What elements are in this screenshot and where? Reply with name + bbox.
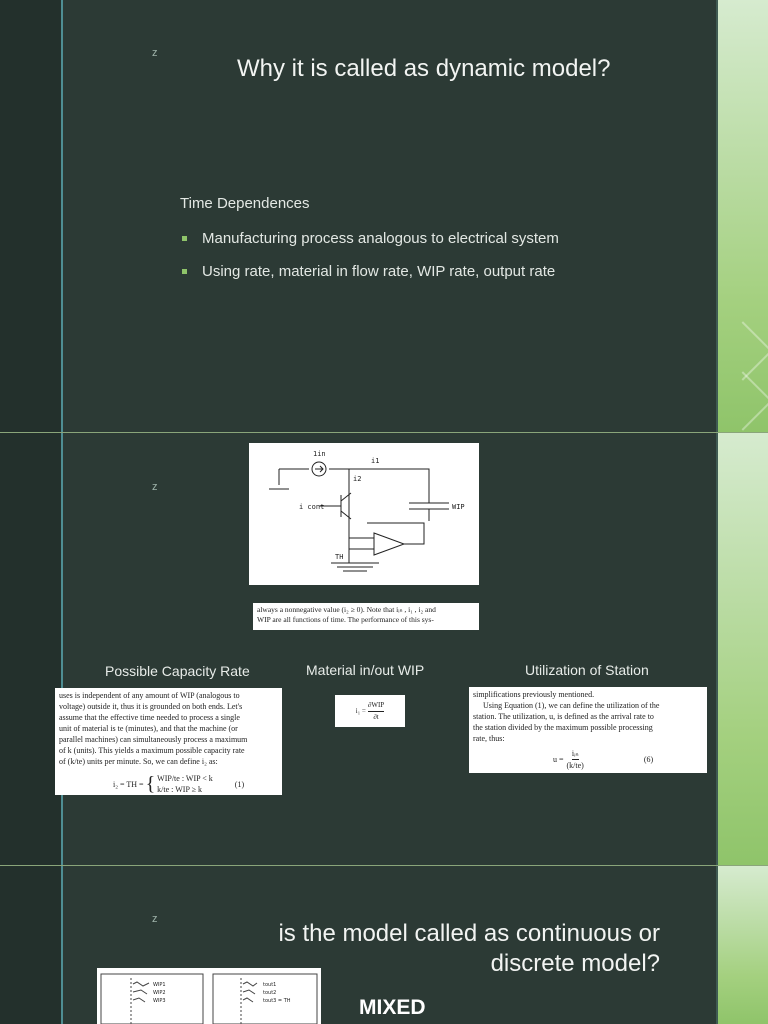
accent-line — [61, 0, 63, 432]
circuit-label: WIP — [452, 503, 465, 511]
z-mark: z — [152, 481, 158, 493]
circuit-label: 1in — [313, 450, 326, 458]
title-line: discrete model? — [490, 950, 660, 977]
chevron-decoration-icon — [713, 371, 768, 430]
paper-excerpt — [253, 603, 479, 630]
equation-number: (6) — [643, 755, 654, 764]
circuit-label: i2 — [353, 475, 362, 483]
equation-lhs: u = — [553, 755, 564, 764]
equation-case: WIP/te : WIP < k — [157, 774, 213, 783]
equation-lhs: i₂ = TH = — [113, 779, 144, 789]
material-equation — [335, 695, 405, 727]
fraction-numerator: ∂WIP — [368, 700, 384, 712]
plot-label: tout1 — [263, 982, 277, 988]
excerpt-line: Using Equation (1), we can define the utilization of the — [483, 701, 660, 710]
utilization-equation — [473, 748, 703, 771]
z-mark: z — [152, 47, 158, 59]
excerpt-line: always a nonnegative value (i₂ ≥ 0). Note that iᵢₙ , i₁ , i₂ and — [257, 605, 436, 614]
excerpt-line: voltage) outside it, thus it is grounded on both ends. Let's — [59, 702, 243, 711]
circuit-label: i1 — [371, 457, 380, 465]
excerpt-line: WIP are all functions of time. The performance of this sys- — [257, 615, 434, 624]
slide-3 — [0, 866, 768, 1024]
excerpt-line: rate, thus: — [473, 734, 505, 743]
left-band — [0, 866, 61, 1024]
z-mark: z — [152, 913, 158, 925]
bullet-item: Manufacturing process analogous to electrical system — [182, 230, 559, 247]
fraction-denominator: ∂t — [373, 712, 379, 721]
equation-case: k/te : WIP ≥ k — [157, 785, 203, 794]
material-label: Material in/out WIP — [306, 662, 425, 678]
excerpt-line: uses is independent of any amount of WIP (analogous to — [59, 691, 240, 700]
plot-label: tout3 = TH — [263, 998, 291, 1004]
plot-label: WIP2 — [153, 990, 166, 996]
right-band — [716, 0, 768, 432]
slide-2 — [0, 433, 768, 865]
accent-line — [61, 433, 63, 865]
circuit-label: TH — [335, 553, 344, 561]
equation-fraction — [567, 748, 584, 771]
excerpt-line: of (k/te) units per minute. So, we can define i₂ as: — [59, 757, 218, 766]
slide-1 — [0, 0, 768, 432]
fraction-numerator: iᵢₙ — [571, 749, 579, 758]
excerpt-line: assume that the effective time needed to process a single — [59, 713, 240, 722]
equation-fraction — [368, 700, 384, 723]
plot-figure — [97, 968, 321, 1024]
capacity-equation — [59, 773, 278, 795]
excerpt-line: of k (units). This yields a maximum possible capacity rate — [59, 746, 245, 755]
mixed-answer: MIXED — [359, 996, 426, 1019]
plot-label: tout2 — [263, 990, 277, 996]
accent-line — [61, 866, 63, 1024]
plot-svg — [97, 968, 321, 1024]
circuit-diagram — [249, 443, 479, 585]
utilization-label: Utilization of Station — [525, 662, 649, 678]
excerpt-line: parallel machines) can simultaneously process a maximum — [59, 735, 248, 744]
excerpt-line: unit of material is te (minutes), and that the machine (or — [59, 724, 238, 733]
equation-cases — [157, 773, 213, 795]
utilization-excerpt — [469, 687, 707, 773]
slide-title: Why it is called as dynamic model? — [237, 55, 611, 82]
left-band — [0, 0, 61, 432]
circuit-label: i cont — [299, 503, 325, 511]
capacity-excerpt — [55, 688, 282, 795]
circuit-svg — [249, 443, 479, 585]
right-band — [716, 433, 768, 865]
slide-subtitle: Time Dependences — [180, 195, 310, 212]
bullet-list — [182, 230, 559, 296]
excerpt-line: station. The utilization, u, is defined as the arrival rate to — [473, 712, 654, 721]
equation-lhs: i₁ = — [355, 706, 366, 715]
bullet-item: Using rate, material in flow rate, WIP rate, output rate — [182, 263, 559, 280]
fraction-denominator: (k/te) — [566, 761, 584, 770]
excerpt-line: the station divided by the maximum possible processing — [473, 723, 653, 732]
brace: { — [145, 772, 156, 795]
right-band — [716, 866, 768, 1024]
plot-label: WIP1 — [153, 982, 166, 988]
title-line: is the model called as continuous or — [278, 920, 660, 947]
left-band — [0, 433, 61, 865]
excerpt-line: simplifications previously mentioned. — [473, 690, 595, 699]
equation-number: (1) — [234, 779, 245, 789]
plot-label: WIP3 — [153, 998, 166, 1004]
capacity-label: Possible Capacity Rate — [105, 663, 250, 679]
